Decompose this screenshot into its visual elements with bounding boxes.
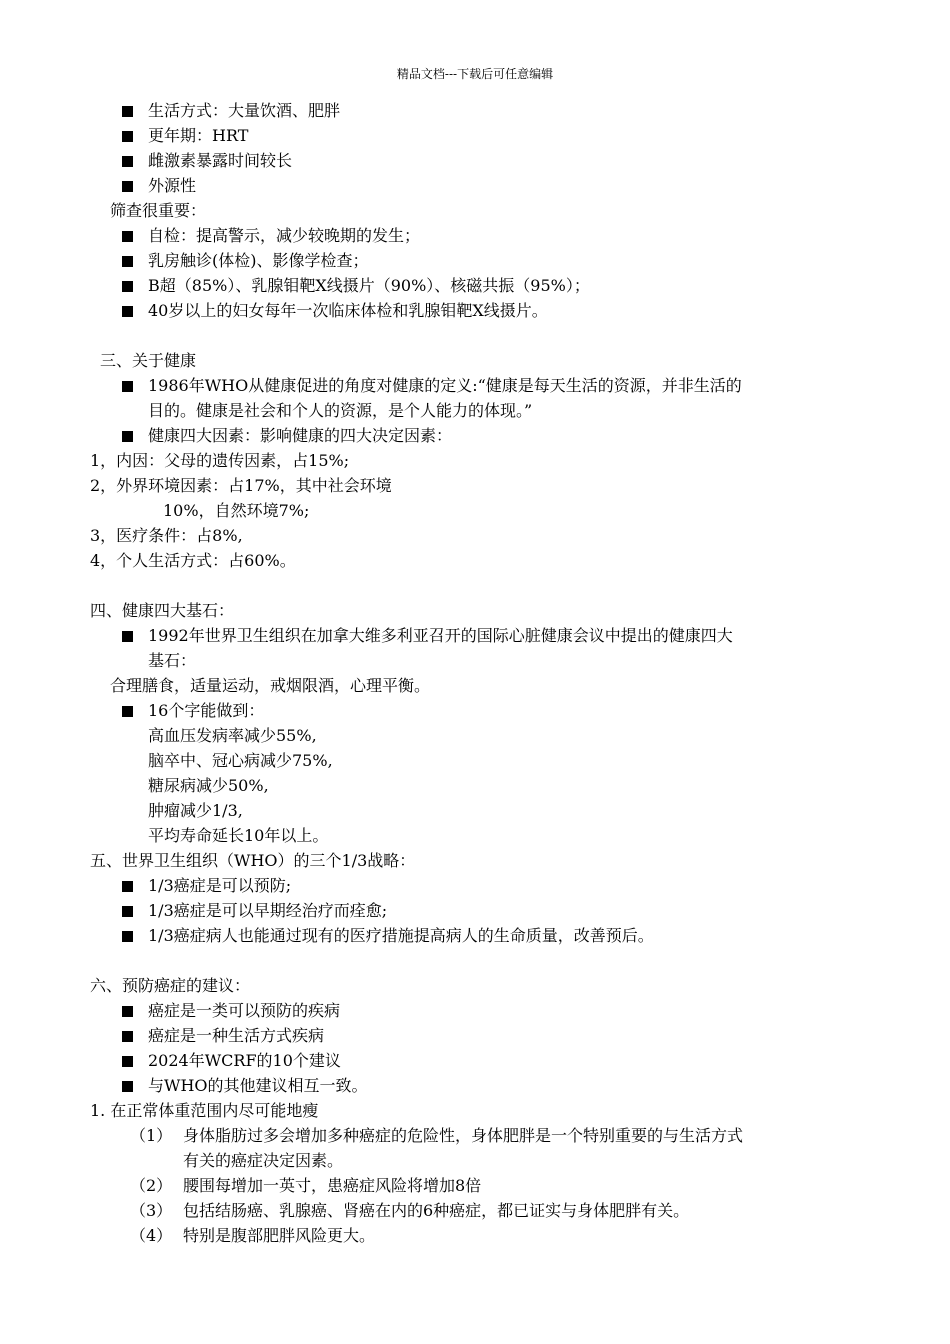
sub-item-number: （4） <box>130 1226 173 1245</box>
factor-item: 2，外界环境因素：占17%，其中社会环境 <box>90 476 392 495</box>
list-item: 雌激素暴露时间较长 <box>148 151 293 170</box>
section-heading: 四、健康四大基石： <box>90 601 235 620</box>
section-heading: 三、关于健康 <box>100 351 197 370</box>
factor-item-continuation: 10%，自然环境7%; <box>163 501 310 520</box>
bullet-icon <box>122 906 133 917</box>
page-header: 精品文档---下载后可任意编辑 <box>396 67 554 81</box>
result-item: 高血压发病率减少55%, <box>148 726 317 745</box>
numbered-point: 1. 在正常体重范围内尽可能地瘦 <box>90 1101 319 1120</box>
sub-item-number: （3） <box>130 1201 173 1220</box>
list-item: 16个字能做到： <box>148 701 265 720</box>
sub-item-text: 特别是腹部肥胖风险更大。 <box>183 1226 376 1245</box>
list-item: 1/3癌症是可以预防; <box>148 876 292 895</box>
list-item: 40岁以上的妇女每年一次临床体检和乳腺钼靶X线摄片。 <box>148 301 548 320</box>
bullet-icon <box>122 306 133 317</box>
result-item: 平均寿命延长10年以上。 <box>148 826 329 845</box>
list-item: 外源性 <box>148 176 197 195</box>
bullet-icon <box>122 106 133 117</box>
bullet-icon <box>122 131 133 142</box>
bullet-icon <box>122 181 133 192</box>
summary-text: 合理膳食，适量运动，戒烟限酒，心理平衡。 <box>110 676 431 695</box>
bullet-icon <box>122 1031 133 1042</box>
section-heading: 六、预防癌症的建议： <box>90 976 251 995</box>
list-item: B超（85%）、乳腺钼靶X线摄片（90%）、核磁共振（95%）； <box>148 276 590 295</box>
list-item: 乳房触诊(体检)、影像学检查； <box>148 251 369 270</box>
bullet-icon <box>122 1081 133 1092</box>
sub-item-number: （2） <box>130 1176 173 1195</box>
sub-item-text: 身体脂肪过多会增加多种癌症的危险性，身体肥胖是一个特别重要的与生活方式 <box>183 1126 744 1145</box>
bullet-icon <box>122 931 133 942</box>
bullet-icon <box>122 881 133 892</box>
list-item: 1/3癌症病人也能通过现有的医疗措施提高病人的生命质量，改善预后。 <box>148 926 654 945</box>
factor-item: 1，内因：父母的遗传因素，占15%; <box>90 451 350 470</box>
list-item: 癌症是一种生活方式疾病 <box>148 1026 325 1045</box>
sub-item-number: （1） <box>130 1126 173 1145</box>
sub-item-text: 腰围每增加一英寸，患癌症风险将增加8倍 <box>183 1176 482 1195</box>
list-item: 生活方式：大量饮酒、肥胖 <box>148 101 341 120</box>
list-item: 自检：提高警示，减少较晚期的发生； <box>148 226 421 245</box>
list-item-continuation: 基石： <box>148 651 197 670</box>
result-item: 脑卒中、冠心病减少75%, <box>148 751 333 770</box>
result-item: 糖尿病减少50%, <box>148 776 269 795</box>
sub-item-continuation: 有关的癌症决定因素。 <box>183 1151 344 1170</box>
list-item: 1992年世界卫生组织在加拿大维多利亚召开的国际心脏健康会议中提出的健康四大 <box>148 626 733 645</box>
bullet-icon <box>122 231 133 242</box>
list-item: 更年期：HRT <box>148 126 249 145</box>
list-item: 1/3癌症是可以早期经治疗而痊愈; <box>148 901 388 920</box>
list-item: 健康四大因素：影响健康的四大决定因素： <box>148 426 453 445</box>
bullet-icon <box>122 1006 133 1017</box>
list-item-continuation: 目的。健康是社会和个人的资源，是个人能力的体现。” <box>148 401 533 420</box>
list-item: 与WHO的其他建议相互一致。 <box>148 1076 368 1095</box>
screening-heading: 筛查很重要： <box>110 201 207 220</box>
list-item: 癌症是一类可以预防的疾病 <box>148 1001 341 1020</box>
factor-item: 4，个人生活方式：占60%。 <box>90 551 296 570</box>
result-item: 肿瘤减少1/3, <box>148 801 243 820</box>
bullet-icon <box>122 156 133 167</box>
bullet-icon <box>122 281 133 292</box>
list-item: 1986年WHO从健康促进的角度对健康的定义:“健康是每天生活的资源，并非生活的 <box>148 376 742 395</box>
factor-item: 3，医疗条件：占8%, <box>90 526 243 545</box>
bullet-icon <box>122 1056 133 1067</box>
sub-item-text: 包括结肠癌、乳腺癌、肾癌在内的6种癌症，都已证实与身体肥胖有关。 <box>183 1201 690 1220</box>
section-heading: 五、世界卫生组织（WHO）的三个1/3战略： <box>90 851 416 870</box>
bullet-icon <box>122 431 133 442</box>
bullet-icon <box>122 256 133 267</box>
list-item: 2024年WCRF的10个建议 <box>148 1051 341 1070</box>
bullet-icon <box>122 706 133 717</box>
bullet-icon <box>122 381 133 392</box>
bullet-icon <box>122 631 133 642</box>
